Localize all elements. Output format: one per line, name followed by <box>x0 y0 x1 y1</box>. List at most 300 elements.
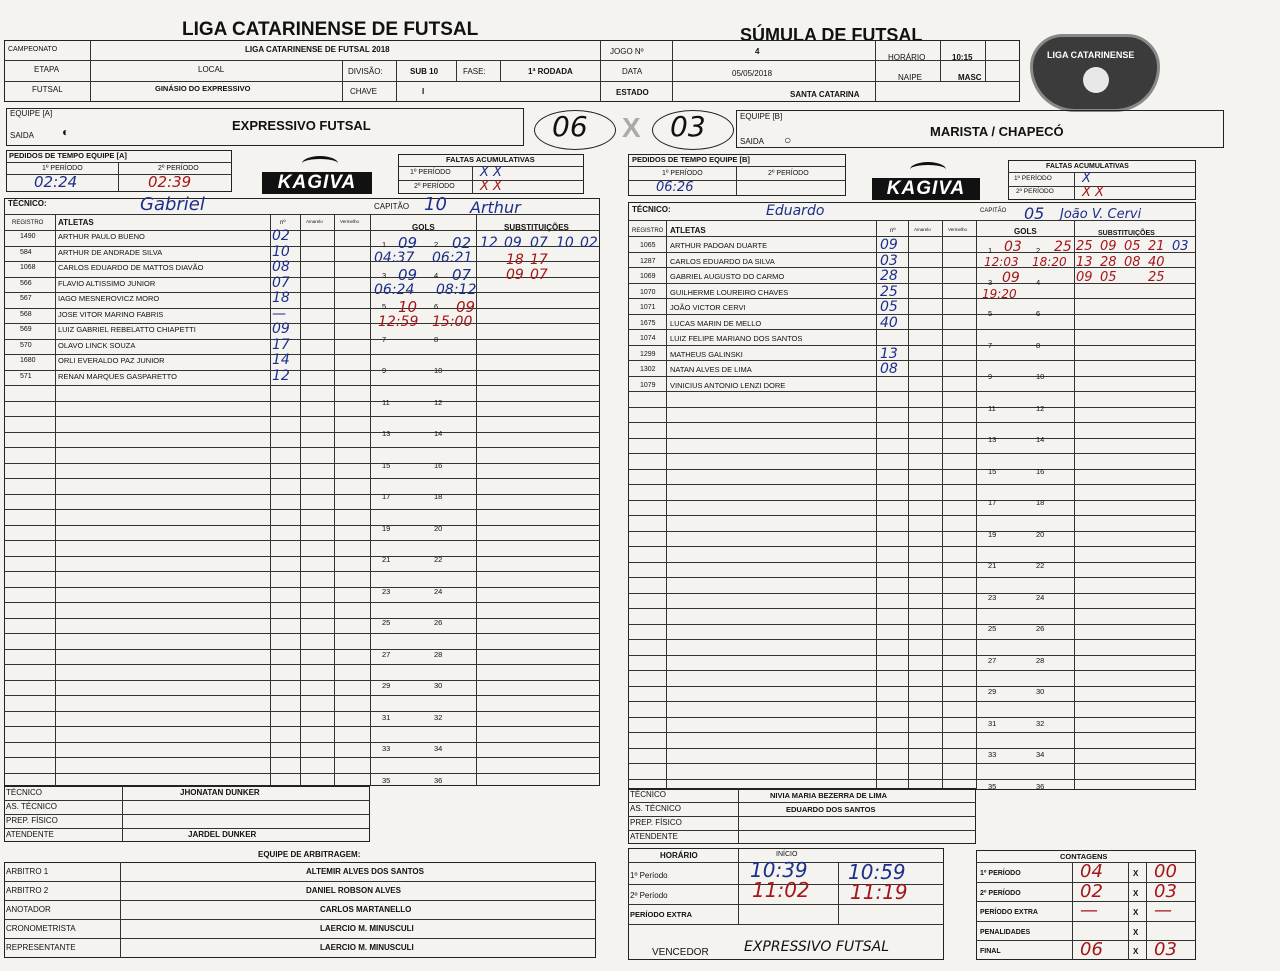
sub-b-7: 28 <box>1100 255 1117 270</box>
timeout-b-p1-label: 1º PERÍODO <box>662 170 703 177</box>
goal-slot-number: 15 <box>988 467 997 476</box>
contagens-title: CONTAGENS <box>1060 852 1108 861</box>
staff-a-prep-label: PREP. FÍSICO <box>6 816 58 825</box>
goal-a-7: 06:24 <box>374 282 415 298</box>
goal-slot-number: 3 <box>988 278 993 287</box>
timeout-a-p1: 02:24 <box>34 173 78 191</box>
sub-a-8: 09 <box>506 267 524 283</box>
equipe-b-label: EQUIPE [B] <box>740 112 783 121</box>
row-line <box>4 230 600 231</box>
sub-b-4: 21 <box>1148 239 1165 254</box>
data-value: 05/05/2018 <box>732 69 773 78</box>
player-a-number: 14 <box>272 352 290 368</box>
fouls-a-p2-label: 2º PERÍODO <box>414 183 455 190</box>
jogo-label: JOGO Nº <box>610 47 644 56</box>
player-a-registro: 570 <box>20 342 32 349</box>
arbitro-role: ARBITRO 2 <box>6 886 49 895</box>
player-b-name: LUIZ FELIPE MARIANO DOS SANTOS <box>670 334 803 343</box>
player-b-registro: 1069 <box>640 273 656 280</box>
row-line <box>628 531 1196 532</box>
staff-b-as-tecnico-label: AS. TÉCNICO <box>630 804 681 813</box>
tecnico-b-label: TÉCNICO: <box>632 205 671 214</box>
row-line <box>4 416 600 417</box>
player-a-name: FLAVIO ALTISSIMO JUNIOR <box>58 279 156 288</box>
sub-b-9: 40 <box>1148 255 1165 270</box>
contagem-label: 2º PERÍODO <box>980 890 1021 897</box>
goal-slot-number: 12 <box>434 398 443 407</box>
row-line <box>4 664 600 665</box>
row-line <box>4 571 600 572</box>
bird-icon <box>302 156 338 171</box>
row-line <box>628 407 1196 408</box>
player-a-registro: 1490 <box>20 233 36 240</box>
goal-slot-number: 4 <box>434 271 439 280</box>
goal-slot-number: 26 <box>434 618 443 627</box>
row-line <box>4 323 600 324</box>
goal-slot-number: 4 <box>1036 278 1041 287</box>
goal-slot-number: 14 <box>434 429 443 438</box>
goal-slot-number: 29 <box>382 681 391 690</box>
row-line <box>628 438 1196 439</box>
contagem-a: 06 <box>1080 939 1103 960</box>
player-a-registro: 568 <box>20 311 32 318</box>
goal-slot-number: 15 <box>382 461 391 470</box>
row-line <box>4 463 600 464</box>
sheet-title: SÚMULA DE FUTSAL <box>740 25 923 45</box>
goal-slot-number: 6 <box>1036 309 1041 318</box>
row-line <box>4 726 600 727</box>
pedidos-a-label: PEDIDOS DE TEMPO EQUIPE [A] <box>9 151 127 160</box>
player-a-number: 12 <box>272 368 290 384</box>
row-line <box>4 292 600 293</box>
saida-a-label: SAIDA <box>10 131 35 140</box>
staff-b-as-tecnico: EDUARDO DOS SANTOS <box>786 805 876 814</box>
player-a-registro: 1068 <box>20 264 36 271</box>
fouls-b-p2-label: 2º PERÍODO <box>1016 188 1054 195</box>
saida-b-mark: ○ <box>784 133 792 147</box>
row-line <box>628 608 1196 609</box>
player-a-number: 18 <box>272 290 290 306</box>
player-a-registro: 566 <box>20 280 32 287</box>
player-a-name: CARLOS EDUARDO DE MATTOS DIAVÃO <box>58 263 204 272</box>
chave-label: CHAVE <box>350 87 377 96</box>
goal-b-3: 12:03 <box>984 255 1019 269</box>
row-line <box>4 649 600 650</box>
arbitro-role: CRONOMETRISTA <box>6 924 76 933</box>
player-a-number: 02 <box>272 228 290 244</box>
player-b-registro: 1675 <box>640 320 656 327</box>
player-a-number: 10 <box>272 244 290 260</box>
campeonato-label: CAMPEONATO <box>8 46 58 53</box>
player-b-registro: 1074 <box>640 335 656 342</box>
row-line <box>628 763 1196 764</box>
player-a-number: 08 <box>272 259 290 275</box>
row-line <box>4 339 600 340</box>
goal-a-10: 09 <box>456 298 476 316</box>
row-line <box>4 509 600 510</box>
bird-icon <box>910 162 946 177</box>
goal-slot-number: 16 <box>1036 467 1045 476</box>
goal-slot-number: 19 <box>988 530 997 539</box>
estado-value: SANTA CATARINA <box>790 90 860 99</box>
player-b-number: 13 <box>880 346 898 362</box>
staff-b-tecnico-label: TÉCNICO <box>630 790 666 799</box>
goal-a-8: 08:12 <box>436 282 477 298</box>
goal-a-9: 10 <box>398 298 418 316</box>
sub-b-5: 03 <box>1172 239 1189 254</box>
sub-b-2: 09 <box>1100 239 1117 254</box>
contagem-a: 02 <box>1080 881 1103 902</box>
arbitragem-box <box>4 862 596 958</box>
fouls-a-p1-label: 1º PERÍODO <box>410 169 451 176</box>
staff-a-as-tecnico-label: AS. TÉCNICO <box>6 802 57 811</box>
timeout-a-p2-label: 2º PERÍODO <box>158 165 199 172</box>
goal-slot-number: 11 <box>382 398 390 407</box>
timeout-b-p1: 06:26 <box>656 180 694 195</box>
sub-a-3: 07 <box>530 235 548 251</box>
player-a-number: 07 <box>272 275 290 291</box>
row-line <box>628 732 1196 733</box>
row-line <box>4 900 596 901</box>
sub-b-8: 08 <box>1124 255 1141 270</box>
local-value: GINÁSIO DO EXPRESSIVO <box>155 84 251 93</box>
goal-slot-number: 33 <box>988 750 997 759</box>
goal-slot-number: 18 <box>434 492 443 501</box>
row-line <box>628 453 1196 454</box>
player-silhouette-icon <box>1083 67 1109 93</box>
player-b-registro: 1071 <box>640 304 656 311</box>
team-a-name: EXPRESSIVO FUTSAL <box>232 118 371 133</box>
player-b-name: JOÃO VICTOR CERVI <box>670 303 746 312</box>
atletas-b-header: ATLETAS <box>670 226 706 235</box>
goal-a-11: 12:59 <box>378 314 419 330</box>
capitao-b-sign: João V. Cervi <box>1060 207 1142 222</box>
row-line <box>628 422 1196 423</box>
goal-a-3: 04:37 <box>374 250 415 266</box>
goal-slot-number: 7 <box>988 341 993 350</box>
capitao-a-num: 10 <box>424 194 447 215</box>
arbitro-name: ALTEMIR ALVES DOS SANTOS <box>306 867 424 876</box>
contagem-x: X <box>1133 908 1139 917</box>
goal-slot-number: 31 <box>988 719 997 728</box>
row-line <box>628 577 1196 578</box>
goal-b-6: 19:20 <box>982 287 1017 301</box>
goal-slot-number: 34 <box>1036 750 1045 759</box>
horario-extra-label: PERÍODO EXTRA <box>630 910 693 919</box>
contagem-b: 03 <box>1154 881 1177 902</box>
goal-slot-number: 10 <box>1036 372 1045 381</box>
goal-slot-number: 33 <box>382 744 391 753</box>
player-b-name: GABRIEL AUGUSTO DO CARMO <box>670 272 785 281</box>
player-a-registro: 571 <box>20 373 32 380</box>
staff-a-tecnico-label: TÉCNICO <box>6 788 42 797</box>
player-a-registro: 569 <box>20 326 32 333</box>
row-line <box>4 478 600 479</box>
goal-b-4: 18:20 <box>1032 255 1067 269</box>
row-line <box>628 484 1196 485</box>
row-line <box>628 639 1196 640</box>
arbitro-name: LAERCIO M. MINUSCULI <box>320 943 414 952</box>
chave-value: I <box>422 87 425 96</box>
row-line <box>628 376 1196 377</box>
player-b-number: 40 <box>880 315 898 331</box>
row-line <box>628 670 1196 671</box>
capitao-b-label: CAPITÃO <box>980 208 1007 214</box>
logo-text: LIGA CATARINENSE <box>1047 50 1135 60</box>
player-b-number: 08 <box>880 361 898 377</box>
row-line <box>4 680 600 681</box>
row-line <box>628 701 1196 702</box>
goal-slot-number: 35 <box>988 782 997 791</box>
sub-b-10: 09 <box>1076 270 1093 285</box>
player-a-name: JOSE VITOR MARINO FABRIS <box>58 310 164 319</box>
row-line <box>4 938 596 939</box>
goal-slot-number: 2 <box>1036 246 1041 255</box>
staff-b-prep-label: PREP. FÍSICO <box>630 818 682 827</box>
goal-slot-number: 7 <box>382 335 387 344</box>
goal-slot-number: 9 <box>382 366 387 375</box>
sub-b-12: 25 <box>1148 270 1165 285</box>
goal-b-2: 25 <box>1054 239 1072 255</box>
player-b-registro: 1302 <box>640 366 656 373</box>
subs-a-header: SUBSTITUIÇÕES <box>504 223 569 232</box>
contagem-b: 00 <box>1154 861 1177 882</box>
num-b-header: nº <box>890 228 896 234</box>
goal-slot-number: 20 <box>1036 530 1045 539</box>
player-a-name: ORLI EVERALDO PAZ JUNIOR <box>58 356 165 365</box>
staff-a-atendente-label: ATENDENTE <box>6 830 54 839</box>
num-a-header: nº <box>280 220 286 226</box>
data-label: DATA <box>622 67 643 76</box>
equipe-a-label: EQUIPE [A] <box>10 109 53 118</box>
player-b-name: GUILHERME LOUREIRO CHAVES <box>670 288 789 297</box>
league-title: LIGA CATARINENSE DE FUTSAL <box>182 19 479 40</box>
row-line <box>628 500 1196 501</box>
sub-a-9: 07 <box>530 267 548 283</box>
row-line <box>4 757 600 758</box>
timeout-b-p2-label: 2º PERÍODO <box>768 170 809 177</box>
row-line <box>628 236 1196 237</box>
goal-slot-number: 1 <box>988 246 993 255</box>
goal-slot-number: 22 <box>1036 561 1045 570</box>
row-line <box>4 540 600 541</box>
goal-slot-number: 36 <box>434 776 443 785</box>
subs-b-header: SUBSTITUIÇÕES <box>1098 230 1155 237</box>
goal-slot-number: 27 <box>988 656 997 665</box>
arbitro-name: CARLOS MARTANELLO <box>320 905 412 914</box>
goal-slot-number: 2 <box>434 240 439 249</box>
faltas-a-label: FALTAS ACUMULATIVAS <box>446 155 535 164</box>
tecnico-a-sign: Gabriel <box>140 194 205 215</box>
player-a-number: — <box>272 306 286 322</box>
kagiva-logo-b: KAGIVA <box>872 178 980 200</box>
gols-a-header: GOLS <box>412 223 435 232</box>
goal-slot-number: 21 <box>988 561 997 570</box>
naipe-value: MASC <box>958 73 982 82</box>
estado-label: ESTADO <box>616 88 649 97</box>
arbitragem-title: EQUIPE DE ARBITRAGEM: <box>258 850 361 859</box>
sub-a-2: 09 <box>504 235 522 251</box>
pedidos-b-label: PEDIDOS DE TEMPO EQUIPE [B] <box>632 155 750 164</box>
row-line <box>4 695 600 696</box>
row-line <box>628 515 1196 516</box>
staff-b-atendente-label: ATENDENTE <box>630 832 678 841</box>
vermelho-a-header: Vermelho <box>340 219 360 224</box>
sub-b-6: 13 <box>1076 255 1093 270</box>
horario-p1-label: 1º Período <box>630 871 668 880</box>
goal-a-12: 15:00 <box>432 314 473 330</box>
row-line <box>628 360 1196 361</box>
contagem-label: PERÍODO EXTRA <box>980 909 1038 916</box>
goal-slot-number: 25 <box>382 618 391 627</box>
horario-title: HORÁRIO <box>660 851 698 860</box>
goal-slot-number: 22 <box>434 555 443 564</box>
goal-slot-number: 35 <box>382 776 391 785</box>
etapa-label: ETAPA <box>34 65 60 74</box>
score-b-value: 03 <box>670 110 706 143</box>
player-b-number: 09 <box>880 237 898 253</box>
faltas-b-label: FALTAS ACUMULATIVAS <box>1046 163 1129 170</box>
campeonato-value: LIGA CATARINENSE DE FUTSAL 2018 <box>245 45 390 54</box>
player-b-name: NATAN ALVES DE LIMA <box>670 365 752 374</box>
vencedor-label: VENCEDOR <box>652 947 709 958</box>
row-line <box>4 385 600 386</box>
row-line <box>4 773 600 774</box>
row-line <box>628 314 1196 315</box>
horario-inicio: INÍCIO <box>776 851 798 858</box>
player-b-registro: 1287 <box>640 258 656 265</box>
contagem-x: X <box>1133 928 1139 937</box>
goal-slot-number: 14 <box>1036 435 1045 444</box>
player-b-number: 25 <box>880 284 898 300</box>
goal-slot-number: 19 <box>382 524 391 533</box>
goal-slot-number: 11 <box>988 404 996 413</box>
sub-a-7: 17 <box>530 252 548 268</box>
row-line <box>628 779 1196 780</box>
goal-slot-number: 6 <box>434 302 439 311</box>
contagem-b: 03 <box>1154 939 1177 960</box>
player-a-number: 17 <box>272 337 290 353</box>
atletas-a-header: ATLETAS <box>58 218 94 227</box>
staff-a-atendente: JARDEL DUNKER <box>188 830 257 839</box>
player-a-number: 09 <box>272 321 290 337</box>
goal-slot-number: 30 <box>434 681 443 690</box>
fouls-b-p1: X <box>1082 171 1091 186</box>
sub-a-5: 02 <box>580 235 598 251</box>
player-b-name: LUCAS MARIN DE MELLO <box>670 319 762 328</box>
arbitro-name: LAERCIO M. MINUSCULI <box>320 924 414 933</box>
arbitro-name: DANIEL ROBSON ALVES <box>306 886 401 895</box>
player-a-registro: 567 <box>20 295 32 302</box>
goal-slot-number: 36 <box>1036 782 1045 791</box>
goal-slot-number: 17 <box>988 498 997 507</box>
contagem-x: X <box>1133 889 1139 898</box>
goal-slot-number: 23 <box>988 593 997 602</box>
contagem-a: — <box>1080 900 1098 921</box>
goal-slot-number: 24 <box>434 587 443 596</box>
player-a-name: ARTHUR PAULO BUENO <box>58 232 145 241</box>
fouls-a-p2: X X <box>480 179 502 194</box>
divisao-label: DIVISÃO: <box>348 67 383 76</box>
contagem-x: X <box>1133 947 1139 956</box>
row-line <box>4 447 600 448</box>
player-b-number: 28 <box>880 268 898 284</box>
goal-slot-number: 26 <box>1036 624 1045 633</box>
horario-value: 10:15 <box>952 53 973 62</box>
horario-p2-end: 11:19 <box>850 880 908 904</box>
saida-a-mark: ◐ <box>62 125 70 139</box>
row-line <box>628 329 1196 330</box>
row-line <box>628 469 1196 470</box>
goal-b-1: 03 <box>1004 239 1022 255</box>
row-line <box>628 298 1196 299</box>
row-line <box>628 748 1196 749</box>
sub-a-4: 10 <box>556 235 574 251</box>
capitao-b-num: 05 <box>1024 204 1045 223</box>
row-line <box>4 711 600 712</box>
contagem-label: 1º PERÍODO <box>980 870 1021 877</box>
jogo-value: 4 <box>755 47 760 56</box>
goal-slot-number: 5 <box>382 302 387 311</box>
row-line <box>4 556 600 557</box>
goal-slot-number: 28 <box>434 650 443 659</box>
row-line <box>628 624 1196 625</box>
goal-slot-number: 16 <box>434 461 443 470</box>
registro-a-header: REGISTRO <box>12 220 44 226</box>
sub-b-3: 05 <box>1124 239 1141 254</box>
contagem-label: PENALIDADES <box>980 929 1031 936</box>
goal-slot-number: 24 <box>1036 593 1045 602</box>
row-line <box>4 919 596 920</box>
staff-a-tecnico: JHONATAN DUNKER <box>180 788 260 797</box>
row-line <box>976 921 1196 922</box>
player-b-number: 05 <box>880 299 898 315</box>
horario-label: HORÁRIO <box>888 53 926 62</box>
vermelho-b-header: Vermelho <box>948 227 968 232</box>
registro-b-header: REGISTRO <box>632 228 664 234</box>
contagem-b: — <box>1154 900 1172 921</box>
goal-slot-number: 30 <box>1036 687 1045 696</box>
player-b-registro: 1065 <box>640 242 656 249</box>
goal-a-2: 02 <box>452 234 472 252</box>
goal-a-4: 06:21 <box>432 250 473 266</box>
goal-slot-number: 32 <box>1036 719 1045 728</box>
player-b-name: VINICIUS ANTONIO LENZI DORE <box>670 381 786 390</box>
goal-slot-number: 25 <box>988 624 997 633</box>
fouls-b-p2: X X <box>1082 185 1104 200</box>
goal-slot-number: 1 <box>382 240 387 249</box>
score-a-value: 06 <box>552 110 588 143</box>
row-line <box>4 602 600 603</box>
row-line <box>4 494 600 495</box>
local-label: LOCAL <box>198 65 225 74</box>
vencedor-value: EXPRESSIVO FUTSAL <box>744 939 890 955</box>
horario-p2-label: 2º Período <box>630 891 668 900</box>
player-b-registro: 1079 <box>640 382 656 389</box>
row-line <box>4 618 600 619</box>
saida-b-label: SAIDA <box>740 137 765 146</box>
contagem-label: FINAL <box>980 948 1001 955</box>
arbitro-role: ANOTADOR <box>6 905 51 914</box>
arbitro-role: ARBITRO 1 <box>6 867 49 876</box>
timeout-a-p2: 02:39 <box>148 173 192 191</box>
row-line <box>4 881 596 882</box>
score-separator: X <box>622 112 641 143</box>
amarelo-b-header: Amarelo <box>914 227 931 232</box>
goal-a-1: 09 <box>398 234 418 252</box>
player-b-registro: 1070 <box>640 289 656 296</box>
sub-b-11: 05 <box>1100 270 1117 285</box>
